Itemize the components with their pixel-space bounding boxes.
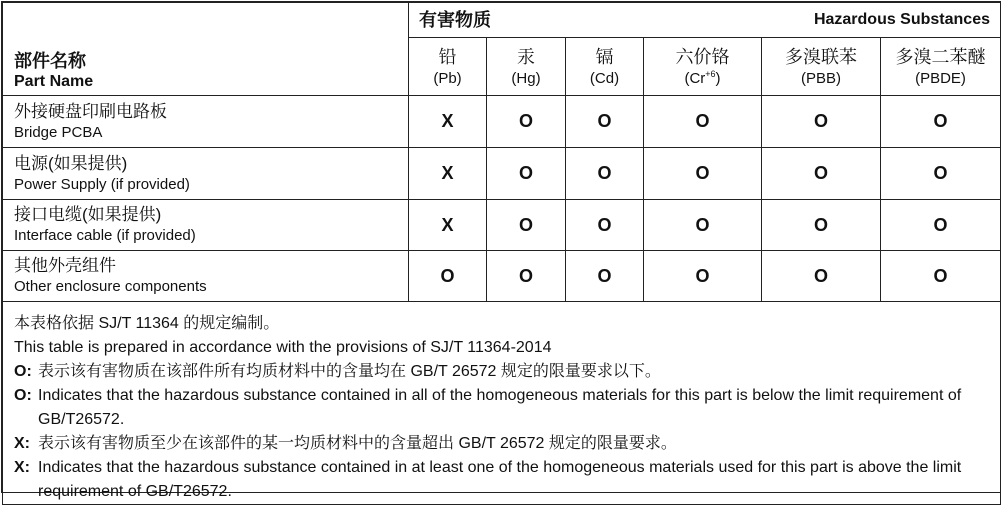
table-row [3,96,1001,148]
mark-cell: O [762,251,881,302]
mark-cell: O [762,200,881,251]
substance-hg: 汞 (Hg) [487,38,566,96]
table-row [3,251,1001,302]
part-cell: 接口电缆(如果提供) Interface cable (if provided) [3,200,409,251]
part-name-cn: 部件名称 [14,51,86,71]
hazard-header-en: Hazardous Substances [813,11,990,28]
mark-cell: O [762,96,881,148]
table-row [3,200,1001,251]
o-note-cn: O: 表示该有害物质在该部件所有均质材料中的含量均在 GB/T 26572 规定的限量要求以下。 [14,363,661,380]
substance-cr6: 六价铬 $(Cr^{+6})$ [644,38,762,96]
mark-cell: O [762,148,881,200]
mark-cell: O [566,96,644,148]
mark-cell: O [644,96,762,148]
mark-cell: X [409,200,487,251]
notes-section [3,302,1001,505]
rohs-table-frame [1,1,1001,500]
basis-en: This table is prepared in accordance with the provisions of SJ/T 11364-2014 [14,339,552,356]
part-cell: 电源(如果提供) Power Supply (if provided) [3,148,409,200]
hazard-header-cn: 有害物质 [419,10,491,30]
mark-cell: O [881,96,1001,148]
mark-cell: O [487,200,566,251]
mark-cell: O [566,200,644,251]
mark-cell: O [487,148,566,200]
mark-cell: O [487,251,566,302]
x-note-cn: X: 表示该有害物质至少在该部件的某一均质材料中的含量超出 GB/T 26572 规定的限量要求。 [14,435,677,452]
o-note-en: O: Indicates that the hazardous substance contained in all of the homogeneous materials for this part is below the limit requirement of GB/T26572. [14,387,962,428]
mark-cell: O [644,200,762,251]
mark-cell: O [487,96,566,148]
part-name-en: Part Name [14,73,94,90]
part-cell: 其他外壳组件 Other enclosure components [3,251,409,302]
mark-cell: O [566,148,644,200]
mark-cell: O [409,251,487,302]
mark-cell: O [644,251,762,302]
substance-pbb: 多溴联苯 (PBB) [762,38,881,96]
hazardous-substances-table [2,2,1001,505]
x-note-en: X: Indicates that the hazardous substance contained in at least one of the homogeneous materials used for this part is above the limit requirement of GB/T26572. [14,459,962,500]
mark-cell: O [881,148,1001,200]
mark-cell: O [881,251,1001,302]
mark-cell: O [644,148,762,200]
part-cell: 外接硬盘印刷电路板 Bridge PCBA [3,96,409,148]
mark-cell: O [566,251,644,302]
basis-cn: 本表格依据 SJ/T 11364 的规定编制。 [14,315,280,332]
mark-cell: X [409,96,487,148]
mark-cell: O [881,200,1001,251]
hazardous-substances-header [409,3,1001,38]
substance-pbde: 多溴二苯醚 (PBDE) [881,38,1001,96]
mark-cell: X [409,148,487,200]
substance-pb: 铅 (Pb) [409,38,487,96]
substance-cd: 镉 (Cd) [566,38,644,96]
part-name-header [3,3,409,96]
table-row [3,148,1001,200]
